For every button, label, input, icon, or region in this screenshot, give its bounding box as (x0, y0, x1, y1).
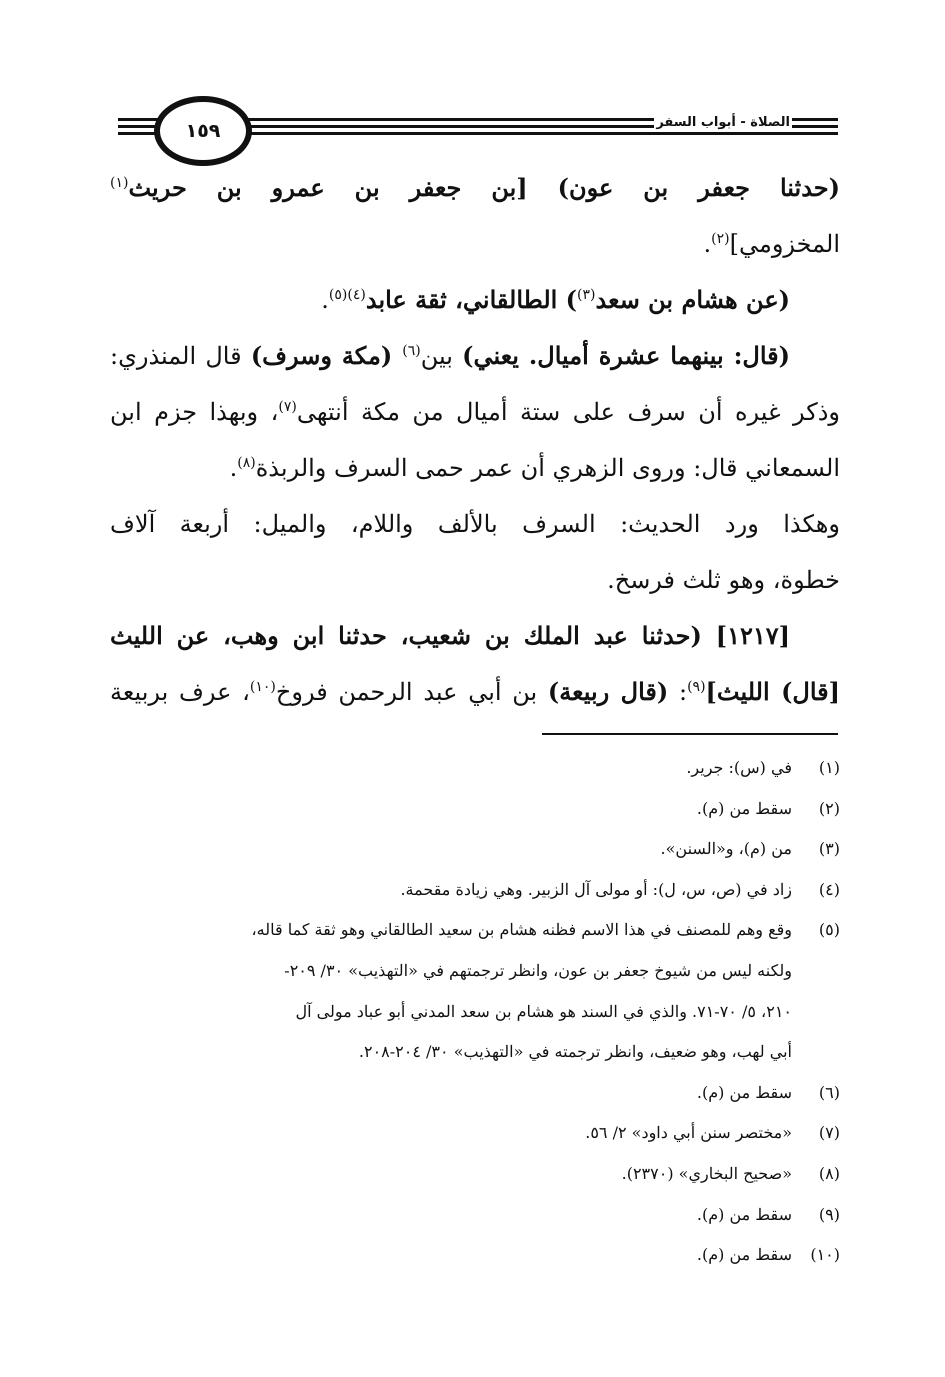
footnote-line: وقع وهم للمصنف في هذا الاسم فظنه هشام بن سعيد الطالقاني وهو ثقة كما قاله، (251, 920, 792, 940)
footnote (110, 1235, 840, 1276)
text-line (110, 496, 840, 552)
bold-text: (عن هشام بن سعد (595, 285, 790, 314)
footnote-text (110, 1195, 792, 1236)
footnote-ref: (٤)(٥) (328, 287, 366, 303)
footnote-text (110, 870, 792, 911)
text-line (110, 160, 840, 216)
footnote-line: زاد في (ص، س، ل): أو مولى آل الزبير. وهي زيادة مقحمة. (400, 879, 792, 899)
footnote-number: (٤) (818, 879, 840, 899)
bold-text: (قال ربيعة) (547, 677, 669, 706)
footnote-text (110, 789, 792, 830)
footnote (110, 870, 840, 911)
text-line (110, 552, 840, 608)
footnote (110, 748, 840, 789)
footnote-ref: (١٠) (249, 679, 276, 695)
footnote-number: (٩) (818, 1204, 840, 1224)
bold-text: (مكة وسرف) (250, 341, 403, 370)
text-run: . (703, 230, 712, 258)
text-run: السمعاني قال: وروى الزهري أن عمر حمى السرف والربذة (255, 454, 840, 482)
text-run: قال المنذري: (110, 342, 251, 370)
footnote-line: في (س): جرير. (686, 758, 792, 777)
text-run: . (321, 286, 329, 314)
footnote-ref: (١) (110, 175, 129, 191)
footnote-line: «مختصر سنن أبي داود» ٢/ ٥٦. (585, 1123, 792, 1143)
footnote (110, 910, 840, 1072)
footnote-number: (٣) (818, 839, 840, 859)
footnote-text (110, 910, 792, 1072)
footnote-text (110, 829, 792, 870)
footnote (110, 1154, 840, 1195)
text-line (110, 216, 840, 272)
text-run: خطوة، وهو ثلث فرسخ. (607, 566, 840, 594)
footnote-number: (١) (818, 758, 840, 777)
footnote-ref: (٩) (687, 679, 706, 695)
text-run: بن أبي عبد الرحمن فروخ (275, 678, 548, 706)
footnote-line: سقط من (م). (696, 1082, 792, 1102)
bold-text: [١٢١٧] (حدثنا عبد الملك بن شعيب، حدثنا ابن وهب، عن الليث (110, 621, 790, 650)
footnote-text (110, 1154, 792, 1195)
footnote-text (110, 1113, 792, 1154)
text-run: ، عرف بربيعة (110, 678, 250, 706)
footnote (110, 1195, 840, 1236)
footnote (110, 1113, 840, 1154)
text-run: بين (420, 342, 463, 370)
footnote-ref: (٢) (711, 231, 730, 247)
footnote-number: (٦) (818, 1082, 840, 1102)
footnote-line: ٢١٠، ٥/ ٧٠-٧١. والذي في السند هو هشام بن سعد المدني أبو عباد مولى آل (295, 1001, 792, 1021)
text-line (110, 664, 840, 720)
text-run: . (229, 454, 238, 482)
footnote-ref: (٨) (237, 455, 256, 471)
footnote-line: سقط من (م). (696, 798, 792, 818)
footnote-number: (٢) (818, 798, 840, 818)
footnote-line: سقط من (م). (696, 1204, 792, 1224)
footnote-number: (٥) (818, 920, 840, 940)
text-line (110, 328, 840, 384)
footnote-line: ولكنه ليس من شيوخ جعفر بن عون، وانظر ترجمتهم في «التهذيب» ٣٠/ ٢٠٩- (284, 960, 792, 980)
text-run: : (668, 678, 688, 706)
text-run: وذكر غيره أن سرف على ستة أميال من مكة أنتهى (296, 398, 840, 426)
footnote-number: (١٠) (810, 1245, 840, 1265)
footnotes (110, 748, 840, 1276)
footnote-ref: (٣) (577, 287, 596, 303)
footnote-line: «صحيح البخاري» (٢٣٧٠). (621, 1163, 792, 1183)
bold-text: (قال: بينهما عشرة أميال. يعني) (462, 341, 791, 370)
footnote-number: (٨) (818, 1163, 840, 1183)
text-run: ، وبهذا جزم ابن (110, 398, 279, 426)
text-line (110, 272, 840, 328)
footnote-line: من (م)، و«السنن». (660, 839, 792, 859)
footnote-separator (542, 733, 838, 735)
footnote-line: سقط من (م). (696, 1245, 792, 1265)
text-line (110, 440, 840, 496)
bold-text: ) الطالقاني، ثقة عابد (365, 285, 578, 314)
footnote (110, 1073, 840, 1114)
text-line (110, 384, 840, 440)
footnote-text (110, 1073, 792, 1114)
bold-text: [قال) الليث] (705, 677, 840, 706)
footnote-text (110, 748, 792, 789)
main-text (110, 160, 840, 720)
footnote (110, 789, 840, 830)
text-run: وهكذا ورد الحديث: السرف بالألف واللام، والميل: أربعة آلاف (110, 510, 840, 538)
page-number: ١٥٩ (154, 96, 252, 166)
bold-text: (حدثنا جعفر بن عون) [بن جعفر بن عمرو بن حريث (128, 173, 840, 202)
header-title: الصلاة - أبواب السفر (656, 115, 790, 130)
footnote-ref: (٧) (278, 399, 297, 415)
footnote-line: أبي لهب، وهو ضعيف، وانظر ترجمته في «التهذيب» ٣٠/ ٢٠٤-٢٠٨. (358, 1042, 792, 1062)
footnote-ref: (٦) (402, 343, 421, 359)
running-header (118, 96, 838, 160)
footnote-number: (٧) (818, 1123, 840, 1143)
text-line (110, 608, 840, 664)
footnote (110, 829, 840, 870)
text-run: المخزومي] (729, 230, 840, 258)
footnote-text (110, 1235, 792, 1276)
